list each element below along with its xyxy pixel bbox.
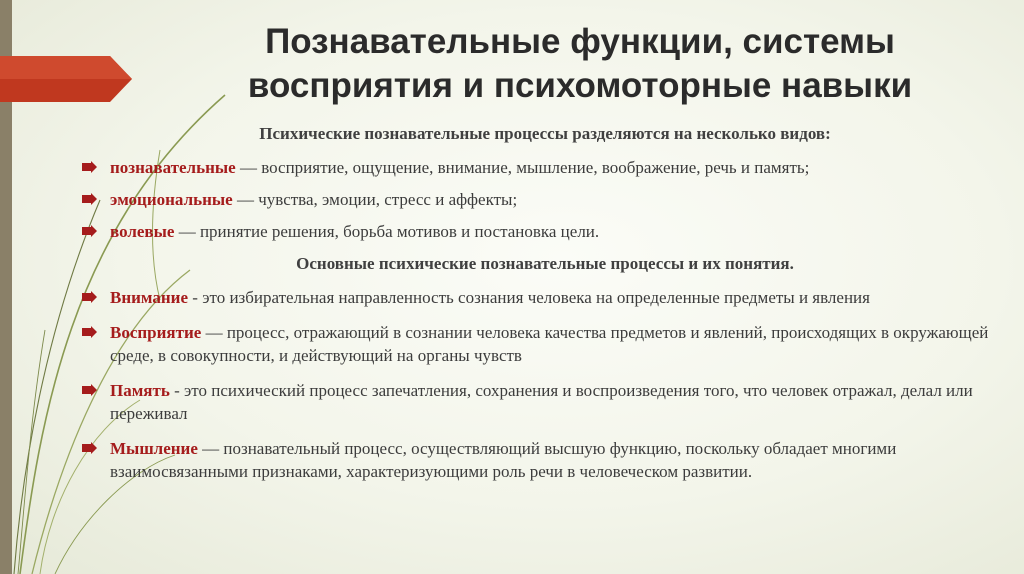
item-text: — процесс, отражающий в сознании человека качества предметов и явлений, происходящих в окружающей среде, в совокупности, и действующий на органы чувств [110,323,989,365]
arrow-bullet-icon [82,326,98,338]
processes-list [80,286,1010,483]
arrow-bullet-icon [82,384,98,396]
item-text: - это избирательная направленность сознания человека на определенные предметы и явления [188,288,870,307]
item-text: - это психический процесс запечатления, сохранения и воспроизведения того, что человек отражал, делал или переживал [110,381,973,423]
list-item [80,286,1010,309]
item-text: — чувства, эмоции, стресс и аффекты; [232,190,518,209]
item-term: Память [110,381,170,400]
list-item [80,437,1010,483]
list-item [80,220,1010,243]
item-text: — восприятие, ощущение, внимание, мышление, воображение, речь и память; [235,158,810,177]
arrow-bullet-icon [82,161,98,173]
arrow-bullet-icon [82,442,98,454]
list-item [80,188,1010,211]
section-2-heading: Основные психические познавательные процессы и их понятия. [296,254,794,273]
item-term: Мышление [110,439,198,458]
arrow-bullet-icon [82,225,98,237]
item-term: Внимание [110,288,189,307]
title-line-2: восприятия и психомоторные навыки [247,66,913,105]
list-item [80,321,1010,367]
arrow-bullet-icon [82,291,98,303]
item-text: — познавательный процесс, осуществляющий высшую функцию, поскольку обладает многими взаимосвязанными признаками, характеризующими роль речи в человеческом развитии. [110,439,897,481]
slide-body [80,122,1010,495]
title-line-1: Познавательные функции, системы [265,22,895,61]
section-1-heading: Психические познавательные процессы разделяются на несколько видов: [259,124,831,143]
list-item [80,156,1010,179]
slide-title [150,20,1010,108]
arrow-bullet-icon [82,193,98,205]
item-term: Восприятие [110,323,202,342]
list-item [80,379,1010,425]
item-text: — принятие решения, борьба мотивов и постановка цели. [174,222,600,241]
title-arrow-icon [0,56,132,102]
item-term: эмоциональные [110,190,233,209]
item-term: познавательные [110,158,236,177]
types-list [80,156,1010,243]
item-term: волевые [110,222,175,241]
